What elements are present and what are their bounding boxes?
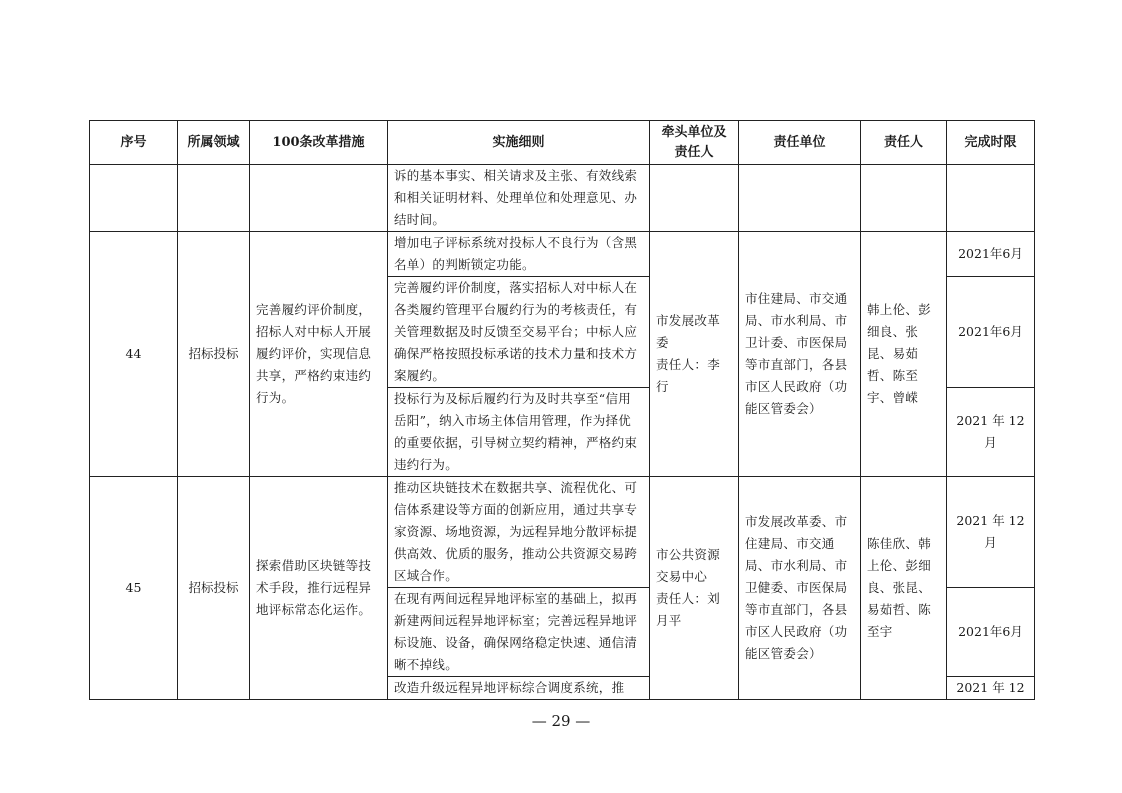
domain-44: 招标投标 — [178, 232, 250, 477]
header-measures: 100条改革措施 — [250, 121, 388, 165]
detail-45-2: 在现有两间远程异地评标室的基础上，拟再新建两间远程异地评标室；完善远程异地评标设施、设备，确保网络稳定快速、通信清晰不掉线。 — [388, 588, 650, 677]
deadline-44-3: 2021 年 12 月 — [947, 388, 1035, 477]
deadline-45-2: 2021年6月 — [947, 588, 1035, 677]
deadline-44-1: 2021年6月 — [947, 232, 1035, 277]
seq-44: 44 — [90, 232, 178, 477]
deadline-45-1: 2021 年 12 月 — [947, 477, 1035, 588]
header-persons: 责任人 — [861, 121, 947, 165]
detail-44-1: 增加电子评标系统对投标人不良行为（含黑名单）的判断锁定功能。 — [388, 232, 650, 277]
domain-45: 招标投标 — [178, 477, 250, 700]
page-number: — 29 — — [531, 712, 591, 730]
table-row-continued — [90, 165, 1035, 232]
header-seq: 序号 — [90, 121, 178, 165]
table-header-row — [90, 121, 1035, 165]
header-deadline: 完成时限 — [947, 121, 1035, 165]
table-row-45 — [90, 477, 1035, 588]
deadline-44-2: 2021年6月 — [947, 277, 1035, 388]
detail-44-2: 完善履约评价制度，落实招标人对中标人在各类履约管理平台履约行为的考核责任，有关管理数据及时反馈至交易平台；中标人应确保严格按照投标承诺的技术力量和技术方案履约。 — [388, 277, 650, 388]
detail-continued: 诉的基本事实、相关请求及主张、有效线索和相关证明材料、处理单位和处理意见、办结时间。 — [388, 165, 650, 232]
units-44: 市住建局、市交通局、市水利局、市卫计委、市医保局等市直部门，各县市区人民政府（功能区管委会） — [739, 232, 861, 477]
header-responsible-units: 责任单位 — [739, 121, 861, 165]
lead-45: 市公共资源交易中心 责任人：刘月平 — [650, 477, 739, 700]
units-45: 市发展改革委、市住建局、市交通局、市水利局、市卫健委、市医保局等市直部门，各县市区人民政府（功能区管委会） — [739, 477, 861, 700]
persons-44: 韩上伦、彭细良、张昆、易茹哲、陈至宇、曾嵘 — [861, 232, 947, 477]
deadline-45-3: 2021 年 12 — [947, 677, 1035, 700]
header-domain: 所属领域 — [178, 121, 250, 165]
detail-45-3: 改造升级远程异地评标综合调度系统，推 — [388, 677, 650, 700]
lead-44: 市发展改革委 责任人：李行 — [650, 232, 739, 477]
measure-45: 探索借助区块链等技术手段，推行远程异地评标常态化运作。 — [250, 477, 388, 700]
measure-44: 完善履约评价制度，招标人对中标人开展履约评价，实现信息共享，严格约束违约行为。 — [250, 232, 388, 477]
header-lead: 牵头单位及责任人 — [650, 121, 739, 165]
header-details: 实施细则 — [388, 121, 650, 165]
detail-45-1: 推动区块链技术在数据共享、流程优化、可信体系建设等方面的创新应用，通过共享专家资源、场地资源，为远程异地分散评标提供高效、优质的服务，推动公共资源交易跨区域合作。 — [388, 477, 650, 588]
persons-45: 陈佳欣、韩上伦、彭细良、张昆、易茹哲、陈至宇 — [861, 477, 947, 700]
reform-measures-table — [89, 120, 1035, 700]
seq-45: 45 — [90, 477, 178, 700]
table-row-44 — [90, 232, 1035, 277]
detail-44-3: 投标行为及标后履约行为及时共享至“信用岳阳”，纳入市场主体信用管理，作为择优的重要依据，引导树立契约精神，严格约束违约行为。 — [388, 388, 650, 477]
